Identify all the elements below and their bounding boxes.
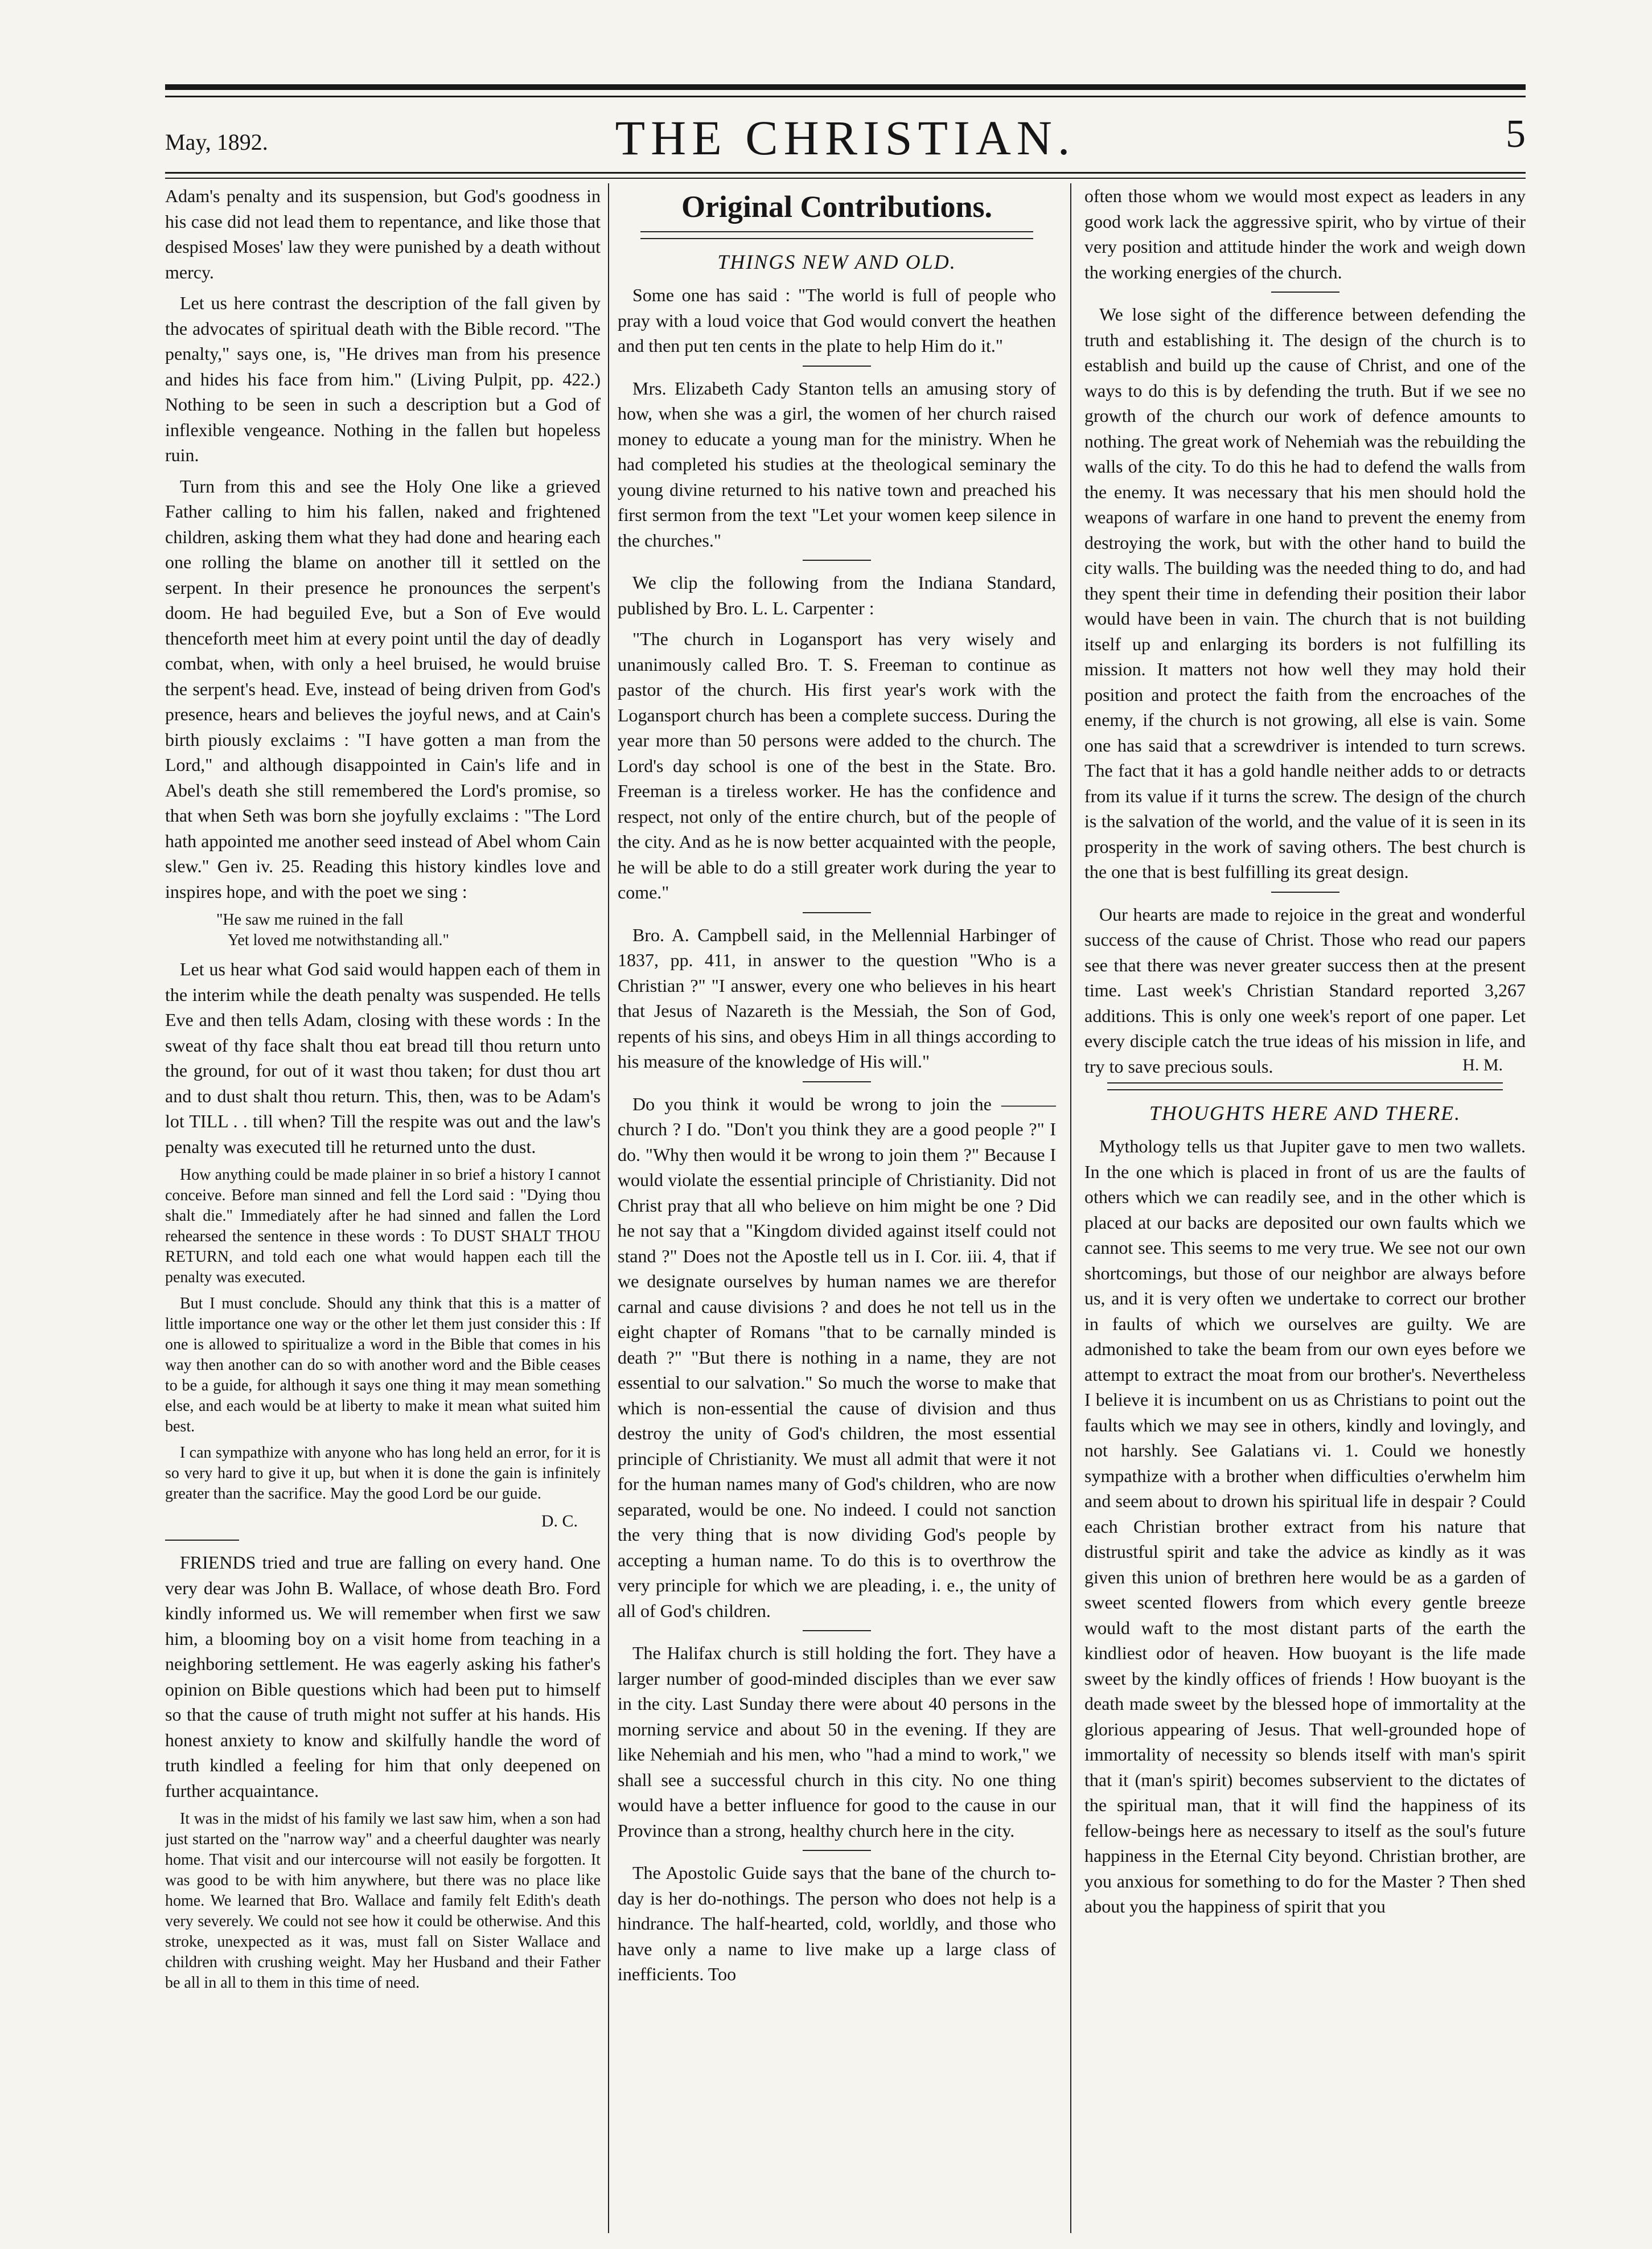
masthead	[165, 107, 1526, 170]
obituary-paragraph: It was in the midst of his family we last saw him, when a son had just started on the "narrow way" and a cheerful daughter was nearly home. That visit and our intercourse will not easily be forgotten. It was good to be with him anywhere, but there was no place like home. We learned that Bro. Wallace and family felt Edith's death very severely. We could not see how it could be otherwise. And this stroke, unexpected as it was, must fall on Sister Wallace and children with crushing weight. May her Husband and their Father be all in all to them in this time of need.	[165, 1810, 601, 1992]
obituary-text: tried and true are falling on every hand. One very dear was John B. Wallace, of whose death Bro. Ford kindly informed us. We will remember when first we saw him, a blooming boy on a visit home from teaching in a neighboring settlement. He was eagerly asking his father's opinion on Bible questions which had been put to himself so that the cause of truth might not suffer at his hands. His honest anxiety to know and skilfully handle the word of truth kindled a feeling for him that only deepened on further acquaintance.	[165, 1552, 601, 1801]
article-paragraph: We clip the following from the Indiana Standard, published by Bro. L. L. Carpenter :	[618, 572, 1056, 618]
article-heading: THOUGHTS HERE AND THERE.	[1149, 1102, 1461, 1124]
item-divider	[803, 1630, 871, 1631]
article-paragraph: Do you think it would be wrong to join the ——— church ? I do. "Don't you think they are a good people ?" I do. "Why then would it be wrong to join them ?" Because I would violate the essential principle of Christianity. Did not Christ pray that all who believe on him might be one ? Did he not say that a "Kingdom divided against itself could not stand ?" Does not the Apostle tell us in I. Cor. iii. 4, that if we designate ourselves by human names we are therefor carnal and cause divisions ? and does he not tell us in the eight chapter of Romans "that to be carnally minded is death ?" "But there is nothing in a name, they are not essential to our salvation." So much the worse to make that which is non-essential the cause of division and thus destroy the unity of God's children, the most essential principle of Christianity. We must all admit that were it not for the human names many of God's children, who are now separated, would be one. No indeed. I could not sanction the very thing that is now dividing God's people by accepting a human name. To do this is to overthrow the very principle for which we are pleading, i. e., the unity of all of God's children.	[618, 1093, 1056, 1621]
article-paragraph: How anything could be made plainer in so brief a history I cannot conceive. Before man sinned and fell the Lord said : "Dying thou shalt die." Immediately after he had sinned and fallen the Lord rehearsed the sentence in these words : To DUST SHALT THOU RETURN, and told each one what would happen each till the penalty was executed.	[165, 1166, 601, 1286]
article-paragraph: Adam's penalty and its suspension, but God's goodness in his case did not lead them to repentance, and like those that despised Moses' law they were punished by a death without mercy.	[165, 186, 601, 282]
section-divider	[165, 1540, 239, 1541]
article-paragraph: "The church in Logansport has very wisely and unanimously called Bro. T. S. Freeman to continue as pastor of the church. His first year's work with the Logansport church has been a complete success. During the year more than 50 persons were added to the church. The Lord's day school is one of the best in the State. Bro. Freeman is a tireless worker. He has the confidence and respect, not only of the entire church, but of the people of the city. And as he is now better acquainted with the people, he will be able to do a still greater work during the year to come."	[618, 629, 1056, 902]
heading-rule	[1107, 1082, 1503, 1090]
article-paragraph: Let us here contrast the description of the fall given by the advocates of spiritual death with the Bible record. "The penalty," says one, is, "He drives man from his presence and hides his face from him." (Living Pulpit, pp. 422.) Nothing to be seen in such a description but a God of inflexible vengeance. Nothing in the fallen but hopeless ruin.	[165, 293, 601, 465]
column-1	[165, 183, 601, 2233]
newspaper-title: THE CHRISTIAN.	[615, 110, 1076, 165]
article-paragraph: The Apostolic Guide says that the bane of the church to-day is her do-nothings. The person who does not help is a hindrance. The half-hearted, cold, worldly, and those who have only a name to live make up a large class of inefficients. Too	[618, 1862, 1056, 1984]
article-paragraph: I can sympathize with anyone who has long held an error, for it is so very hard to give it up, but when it is done the gain is infinitely greater than the sacrifice. May the good Lord be our guide.	[165, 1444, 601, 1503]
article-paragraph: Bro. A. Campbell said, in the Mellennial Harbinger of 1837, pp. 411, in answer to the question "Who is a Christian ?" "I answer, every one who believes in his heart that Jesus of Nazareth is the Messiah, the Son of God, repents of his sins, and obeys Him in all things according to his measure of the knowledge of His will."	[618, 924, 1056, 1072]
article-paragraph: Mrs. Elizabeth Cady Stanton tells an amusing story of how, when she was a girl, the women of her church raised money to educate a young man for the ministry. When he had completed his studies at the theological seminary the young divine returned to his native town and preached his first sermon from the text "Let your women keep silence in the churches."	[618, 377, 1056, 551]
item-divider	[1271, 892, 1339, 893]
article-paragraph: Mythology tells us that Jupiter gave to men two wallets. In the one which is placed in front of us are the faults of others which we can readily see, and in the other which is placed at our backs are deposited our own faults which we cannot see. This seems to me very true. We see not our own shortcomings, but those of our neighbor are always before us, and it is very often we undertake to correct our brother in faults of which we ourselves are guilty. We are admonished to take the beam from our own eyes before we attempt to extract the moat from our brother's. Nevertheless I believe it is incumbent on us as Christians to point out the faults which we may see in others, kindly and lovingly, and not harshly. See Galatians vi. 1. Could we honestly sympathize with a brother when difficulties o'erwhelm him and seem about to drown his spiritual life in despair ? Could each Christian brother extract from his nature that distrustful spirit and take the advice as kindly as it was given this union of brethren here would be as a garden of sweet scented flowers from which every gentle breeze would waft to the most distant parts of the earth the kindliest odor of heaven. How buoyant is the life made sweet by the kindly offices of friends ! How buoyant is the death made sweet by the blessed hope of immortality at the glorious appearing of Jesus. That well-grounded hope of immortality of necessity so blends itself with man's spirit that it (man's spirit) becomes subservient to the dictates of the spiritual man, that it will find the happiness of its fellow-beings here as necessary to itself as the soul's future happiness in the Eternal City beyond. Christian brother, are you anxious for something to do for the Master ? Then shed about you the happiness of spirit that you	[1084, 1136, 1526, 1916]
poem-line: "He saw me ruined in the fall	[216, 911, 404, 929]
column-rule-1	[608, 183, 609, 2233]
page-number: 5	[1506, 112, 1526, 156]
item-divider	[803, 1850, 871, 1851]
top-rule-thick	[165, 84, 1526, 90]
column-3	[1084, 183, 1526, 2233]
article-paragraph: The Halifax church is still holding the fort. They have a larger number of good-minded disciples than we ever saw in the city. Last Sunday there were about 40 persons in the morning service and about 50 in the evening. If they are like Nehemiah and his men, who "had a mind to work," we shall see a successful church in this city. No one thing would have a better influence for good to the cause in our Province than a strong, healthy church here in the city.	[618, 1643, 1056, 1841]
section-heading: Original Contributions.	[681, 190, 993, 224]
article-paragraph: often those whom we would most expect as leaders in any good work lack the aggressive spirit, who by virtue of their very position and attitude hinder the work and weigh down the working energies of the church.	[1084, 186, 1526, 282]
article-paragraph: Our hearts are made to rejoice in the great and wonderful success of the cause of Christ. Those who read our papers see that there was never greater success then at the present time. Last week's Christian Standard reported 3,267 additions. This is only one week's report of one paper. Let every disciple catch the true ideas of his mission in life, and try to save precious souls.	[1084, 904, 1526, 1077]
poem-quote	[216, 910, 601, 951]
article-paragraph: Some one has said : "The world is full of people who pray with a loud voice that God would convert the heathen and then put ten cents in the plate to help Him do it."	[618, 285, 1056, 356]
article-heading: THINGS NEW AND OLD.	[717, 251, 956, 273]
column-2	[618, 183, 1056, 2233]
item-divider	[1271, 292, 1339, 293]
column-rule-2	[1070, 183, 1071, 2233]
article-paragraph: Turn from this and see the Holy One like a grieved Father calling to him his fallen, naked and frightened children, asking them what they had done and hearing each one rolling the blame on another till it settled on the serpent. In their presence he pronounces the serpent's doom. He had beguiled Eve, but a Son of Eve would thenceforth meet him at every point until the day of deadly combat, when, with only a heel bruised, he would bruise the serpent's head. Eve, instead of being driven from God's presence, hears and believes the joyful news, and at Cain's birth piously exclaims : "I have gotten a man from the Lord," and although disappointed in Cain's life and in Abel's death she still remembered the Lord's promise, so that when Seth was born she joyfully exclaims : "The Lord hath appointed me another seed instead of Abel whom Cain slew." Gen iv. 25. Reading this history kindles love and inspires hope, and with the poet we sing :	[165, 475, 601, 902]
issue-date: May, 1892.	[165, 129, 268, 155]
poem-line: Yet loved me notwithstanding all."	[228, 931, 449, 949]
item-divider	[803, 912, 871, 913]
masthead-rule-lower	[165, 178, 1526, 179]
article-paragraph: But I must conclude. Should any think that this is a matter of little importance one way or the other let them just consider this : If one is allowed to spiritualize a word in the Bible that comes in his way then another can do so with another word and the Bible ceases to be a guide, for although it says one thing it may mean something else, and each would be at liberty to make it mean what suited him best.	[165, 1295, 601, 1435]
item-divider	[803, 560, 871, 561]
item-divider	[803, 366, 871, 367]
heading-rule	[640, 231, 1033, 239]
article-paragraph: We lose sight of the difference between defending the truth and establishing it. The design of the church is to establish and build up the cause of Christ, and one of the ways to do this is by defending the truth. But if we see no growth of the church our work of defence amounts to nothing. The great work of Nehemiah was the rebuilding the walls of the city. To do this he had to defend the walls from the enemy. It was necessary that his men should hold the weapons of warfare in one hand to prevent the enemy from destroying the work, but with the other hand to build the city walls. The building was the needed thing to do, and had they spent their time in defending their position their labor would have been in vain. The church that is not building itself up and enlarging its borders is not fulfilling its mission. It matters not how well they may hold their position and protect the faith from the encroaches of the enemy, if the church is not growing, all else is vain. Some one has said that a screwdriver is intended to turn screws. The fact that it has a gold handle neither adds to or detracts from its value if it turns the screw. The design of the church is the salvation of the world, and the value of it is seen in its prosperity in the work of saving others. The best church is the one that is best fulfilling its great design.	[1084, 304, 1526, 882]
masthead-rule	[165, 172, 1526, 174]
author-signature: D. C.	[541, 1512, 578, 1530]
item-divider	[803, 1081, 871, 1082]
author-signature: H. M.	[1462, 1056, 1503, 1074]
lead-word: FRIENDS	[180, 1552, 256, 1573]
article-paragraph: Let us hear what God said would happen each of them in the interim while the death penalty was suspended. He tells Eve and then tells Adam, closing with these words : In the sweat of thy face shalt thou eat bread till thou return unto the ground, for out of it wast thou taken; for dust thou art and to dust shalt thou return. This, then, was to be Adam's lot TILL . . till when? Till the respite was out and the law's penalty was executed till he returned unto the dust.	[165, 959, 601, 1157]
obituary-paragraph	[165, 1550, 601, 1803]
top-rule-thin	[165, 96, 1526, 97]
